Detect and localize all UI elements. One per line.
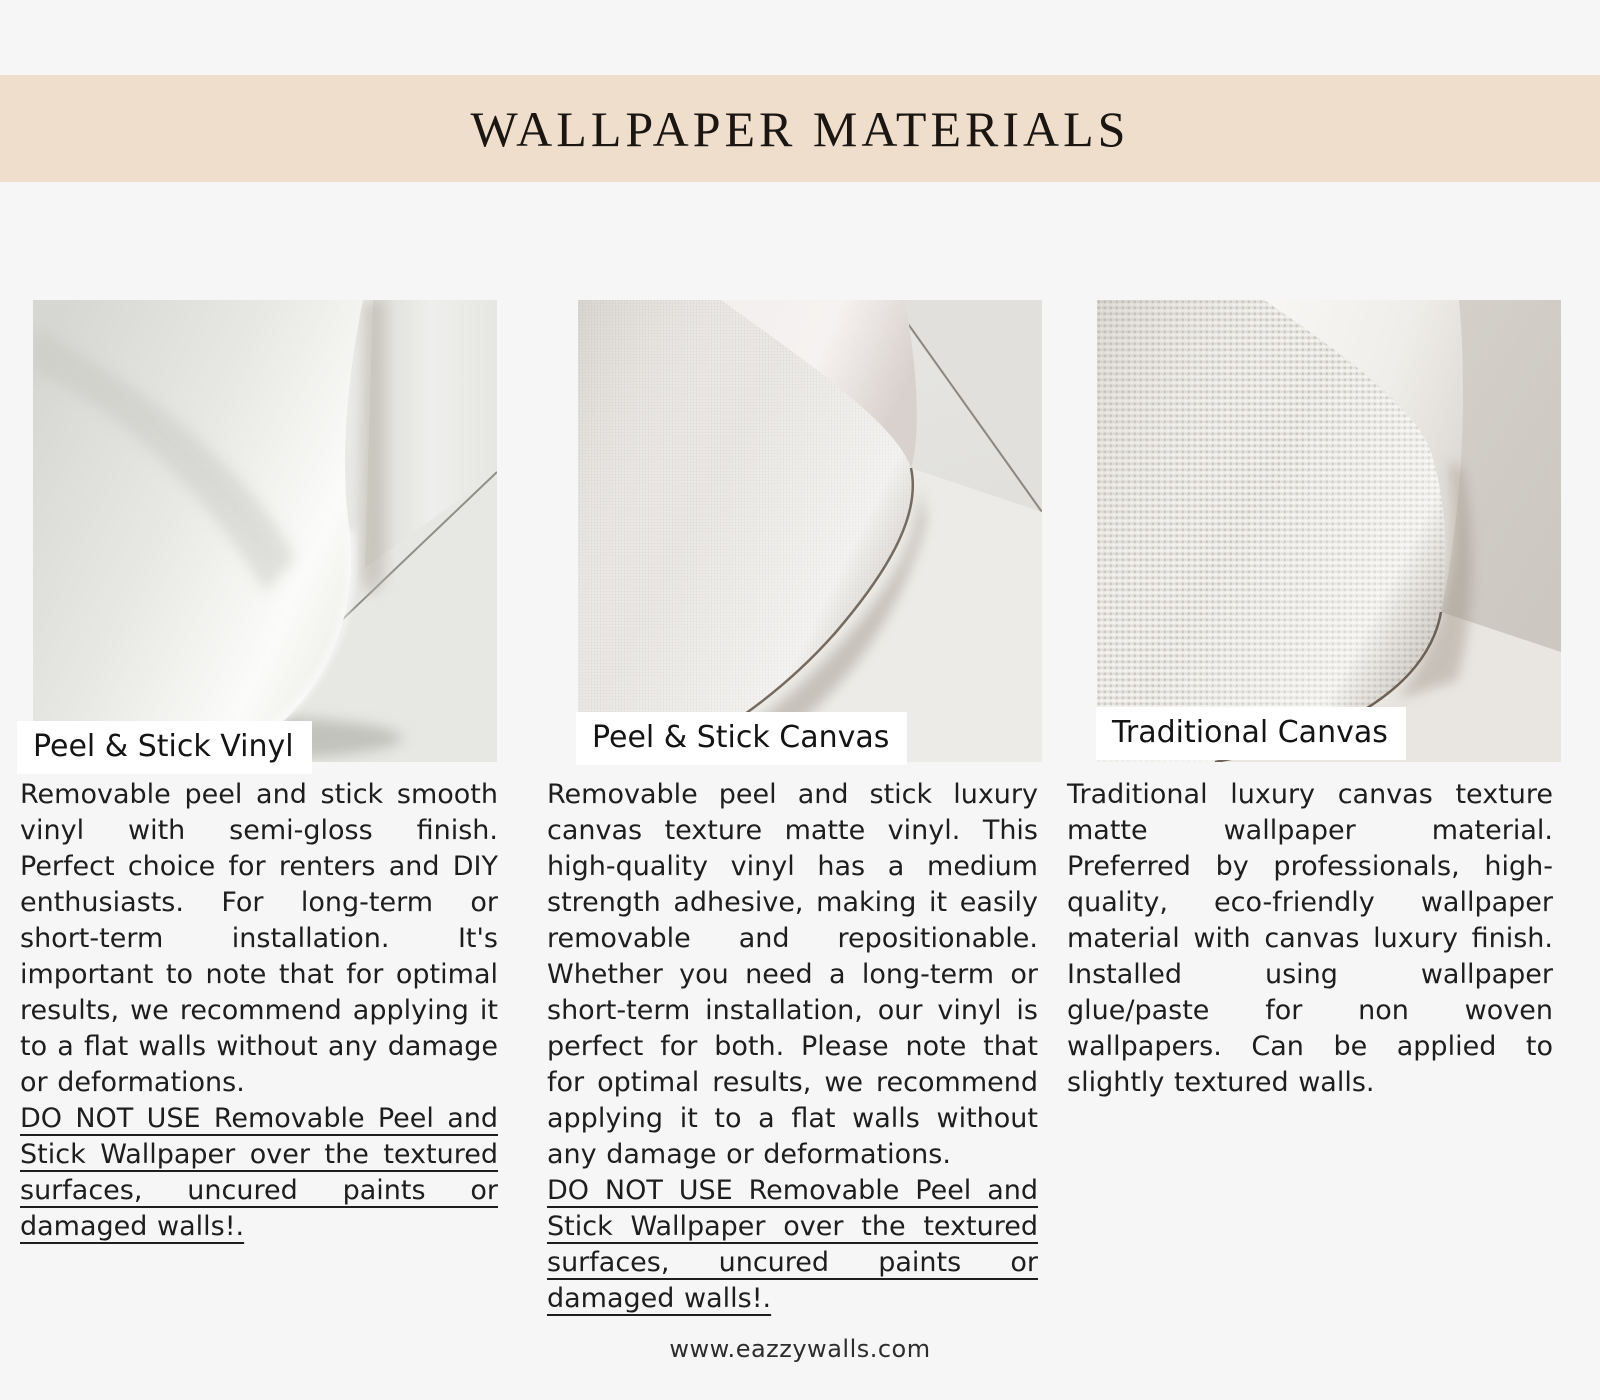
material-description: Traditional luxury canvas texture matte wallpaper material. Preferred by professionals, high-quality, eco-friendly wallpaper material with canvas luxury finish. Installed using wallpaper glue/paste for non woven wallpapers. Can be applied to slightly textured walls. [1067, 779, 1553, 1098]
material-text-peel-stick-vinyl [20, 777, 498, 1245]
material-description: Removable peel and stick luxury canvas texture matte vinyl. This high-quality vinyl has a medium strength adhesive, making it easily removable and repositionable. Whether you need a long-term or short-term installation, our vinyl is perfect for both. Please note that for optimal results, we recommend applying it to a flat walls without any damage or deformations. [547, 779, 1038, 1170]
material-text-peel-stick-canvas [547, 777, 1038, 1317]
website-url: www.eazzywalls.com [669, 1335, 931, 1363]
material-text-traditional-canvas [1067, 777, 1553, 1101]
material-warning: DO NOT USE Removable Peel and Stick Wallpaper over the textured surfaces, uncured paints or damaged walls!. [20, 1103, 498, 1242]
material-warning: DO NOT USE Removable Peel and Stick Wallpaper over the textured surfaces, uncured paints or damaged walls!. [547, 1175, 1038, 1314]
peel-stick-canvas-photo [578, 300, 1042, 762]
fine-canvas-sheet-illustration [578, 300, 1042, 762]
header-band [0, 75, 1600, 182]
traditional-canvas-photo [1097, 300, 1561, 762]
material-label-peel-stick-vinyl: Peel & Stick Vinyl [17, 721, 312, 774]
smooth-vinyl-sheet-illustration [33, 300, 497, 762]
material-label-traditional-canvas: Traditional Canvas [1096, 707, 1406, 760]
material-description: Removable peel and stick smooth vinyl with semi-gloss finish. Perfect choice for renters and DIY enthusiasts. For long-term or short-term installation. It's important to note that for optimal results, we recommend applying it to a flat walls without any damage or deformations. [20, 779, 498, 1098]
material-label-peel-stick-canvas: Peel & Stick Canvas [576, 712, 907, 765]
peel-stick-vinyl-photo [33, 300, 497, 762]
page-title: WALLPAPER MATERIALS [470, 100, 1130, 157]
coarse-canvas-sheet-illustration [1097, 300, 1561, 762]
